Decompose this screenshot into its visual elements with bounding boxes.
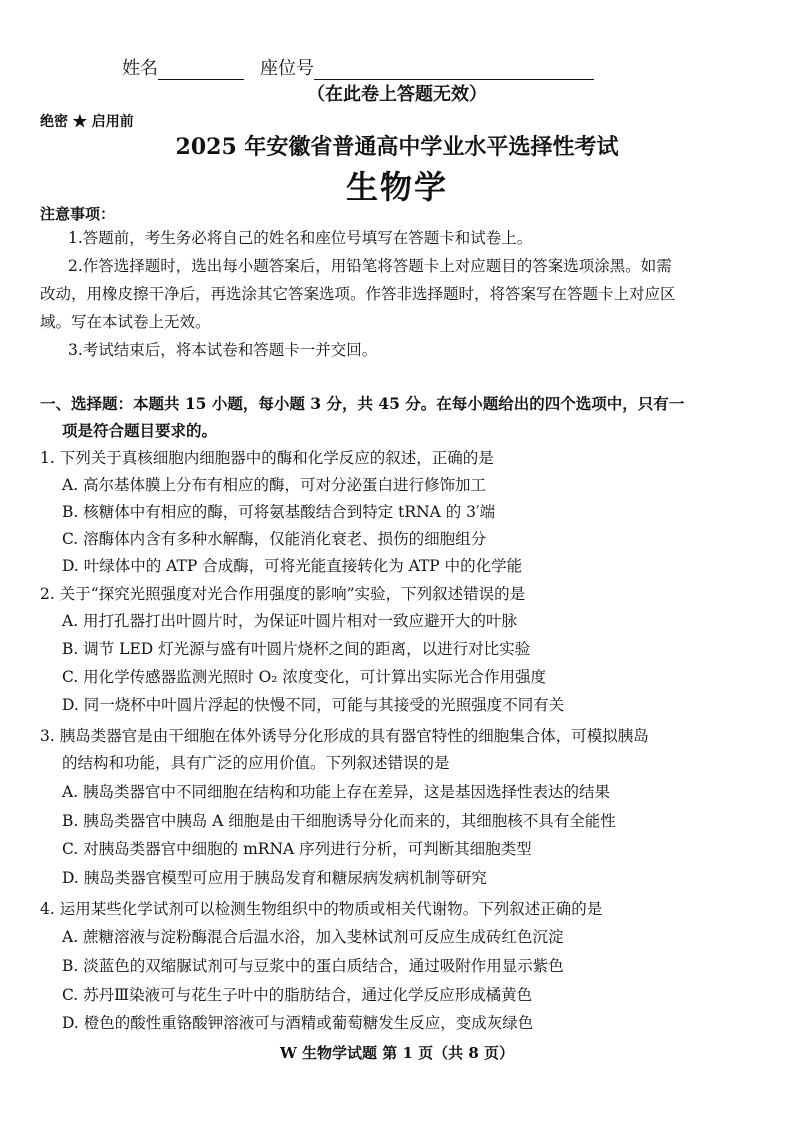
candidate-info — [122, 54, 594, 80]
question-1-option-b: B. 核糖体中有相应的酶，可将氨基酸结合到特定 tRNA 的 3′端 — [62, 503, 496, 521]
seat-label: 座位号 — [260, 58, 314, 79]
question-2-option-b: B. 调节 LED 灯光源与盛有叶圆片烧杯之间的距离，以进行对比实验 — [62, 640, 531, 658]
note-item: 域。写在本试卷上无效。 — [40, 313, 211, 331]
question-3-option-a: A. 胰岛类器官中不同细胞在结构和功能上存在差异，这是基因选择性表达的结果 — [62, 783, 611, 801]
question-2-option-c: C. 用化学传感器监测光照时 O₂ 浓度变化，可计算出实际光合作用强度 — [62, 668, 546, 686]
subject-title: 生物学 — [345, 168, 448, 206]
secret-label: 绝密 ★ 启用前 — [40, 114, 134, 130]
question-2-stem: 2. 关于“探究光照强度对光合作用强度的影响”实验，下列叙述错误的是 — [40, 585, 526, 603]
question-4-option-c: C. 苏丹Ⅲ染液可与花生子叶中的脂肪结合，通过化学反应形成橘黄色 — [62, 986, 533, 1004]
question-1-option-d: D. 叶绿体中的 ATP 合成酶，可将光能直接转化为 ATP 中的化学能 — [62, 557, 523, 575]
question-3-option-b: B. 胰岛类器官中胰岛 A 细胞是由干细胞诱导分化而来的，其细胞核不具有全能性 — [62, 812, 616, 830]
name-field[interactable] — [158, 59, 244, 80]
question-2-option-a: A. 用打孔器打出叶圆片时，为保证叶圆片相对一致应避开大的叶脉 — [62, 612, 518, 630]
name-label: 姓名 — [122, 58, 158, 79]
question-1-stem: 1. 下列关于真核细胞内细胞器中的酶和化学反应的叙述，正确的是 — [40, 449, 494, 467]
question-3-stem-cont: 的结构和功能，具有广泛的应用价值。下列叙述错误的是 — [62, 754, 450, 772]
question-1-option-a: A. 高尔基体膜上分布有相应的酶，可对分泌蛋白进行修饰加工 — [62, 476, 487, 494]
question-3-stem: 3. 胰岛类器官是由干细胞在体外诱导分化形成的具有器官特性的细胞集合体，可模拟胰岛 — [40, 727, 649, 745]
question-4-option-b: B. 淡蓝色的双缩脲试剂可与豆浆中的蛋白质结合，通过吸附作用显示紫色 — [62, 957, 564, 975]
notes-heading: 注意事项： — [40, 205, 116, 223]
question-4-stem: 4. 运用某些化学试剂可以检测生物组织中的物质或相关代谢物。下列叙述正确的是 — [40, 900, 603, 918]
invalid-notice: （在此卷上答题无效） — [307, 84, 487, 105]
note-item: 改动，用橡皮擦干净后，再选涂其它答案选项。作答非选择题时，将答案写在答题卡上对应区 — [40, 285, 676, 303]
section-heading: 一、选择题：本题共 15 小题，每小题 3 分，共 45 分。在每小题给出的四个选项中，只有一 — [40, 394, 685, 413]
exam-title: 2025 年安徽省普通高中学业水平选择性考试 — [175, 134, 619, 160]
page-footer: W 生物学试题 第 1 页（共 8 页） — [279, 1044, 515, 1062]
question-2-option-d: D. 同一烧杯中叶圆片浮起的快慢不同，可能与其接受的光照强度不同有关 — [62, 696, 565, 714]
seat-field[interactable] — [314, 59, 594, 80]
question-3-option-d: D. 胰岛类器官模型可应用于胰岛发育和糖尿病发病机制等研究 — [62, 869, 487, 887]
note-item: 2.作答选择题时，选出每小题答案后，用铅笔将答题卡上对应题目的答案选项涂黑。如需 — [68, 257, 672, 275]
section-heading-cont: 项是符合题目要求的。 — [62, 421, 218, 440]
note-item: 1.答题前，考生务必将自己的姓名和座位号填写在答题卡和试卷上。 — [68, 229, 533, 247]
question-4-option-d: D. 橙色的酸性重铬酸钾溶液可与酒精或葡萄糖发生反应，变成灰绿色 — [62, 1014, 534, 1032]
question-1-option-c: C. 溶酶体内含有多种水解酶，仅能消化衰老、损伤的细胞组分 — [62, 530, 487, 548]
question-3-option-c: C. 对胰岛类器官中细胞的 mRNA 序列进行分析，可判断其细胞类型 — [62, 840, 532, 858]
note-item: 3.考试结束后，将本试卷和答题卡一并交回。 — [68, 341, 378, 359]
question-4-option-a: A. 蔗糖溶液与淀粉酶混合后温水浴，加入斐林试剂可反应生成砖红色沉淀 — [62, 928, 564, 946]
